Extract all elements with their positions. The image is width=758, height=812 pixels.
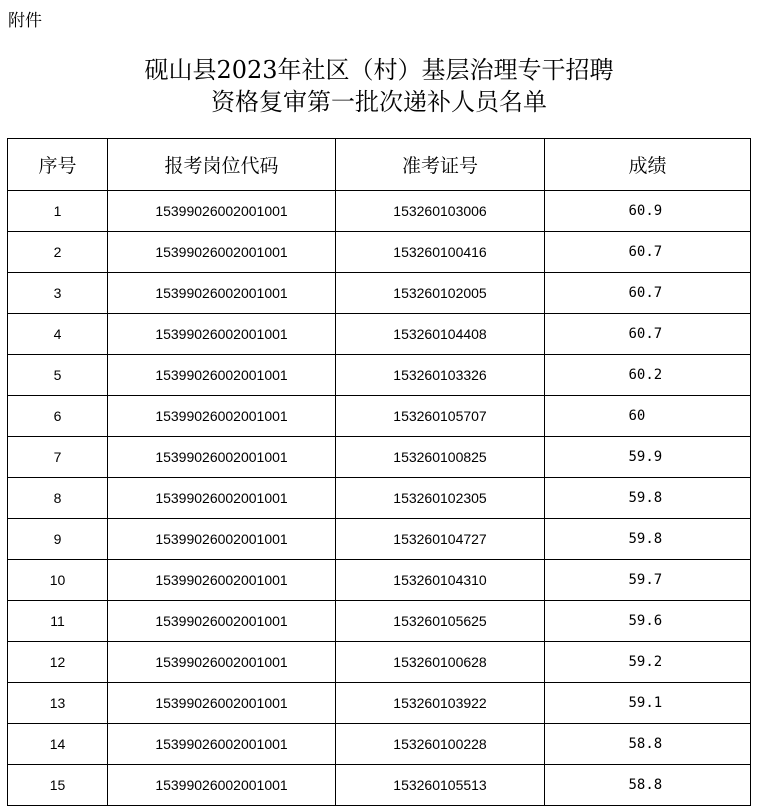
cell-post-code: 15399026002001001	[108, 683, 336, 724]
cell-score	[545, 191, 751, 232]
cell-post-code: 15399026002001001	[108, 314, 336, 355]
cell-post-code: 15399026002001001	[108, 765, 336, 806]
cell-score	[545, 683, 751, 724]
cell-seq: 14	[8, 724, 108, 765]
table-row	[8, 396, 751, 437]
cell-score	[545, 478, 751, 519]
cell-exam-number: 153260104727	[336, 519, 545, 560]
score-value: 60.7	[628, 285, 663, 301]
cell-exam-number: 153260103326	[336, 355, 545, 396]
cell-score	[545, 519, 751, 560]
cell-exam-number: 153260103922	[336, 683, 545, 724]
score-value: 60.9	[628, 203, 663, 219]
cell-seq: 3	[8, 273, 108, 314]
table-row	[8, 519, 751, 560]
document-title-line-1: 砚山县2023年社区（村）基层治理专干招聘	[144, 56, 614, 84]
cell-score	[545, 396, 751, 437]
cell-exam-number: 153260105513	[336, 765, 545, 806]
score-value: 59.6	[628, 613, 663, 629]
cell-post-code: 15399026002001001	[108, 232, 336, 273]
cell-score	[545, 560, 751, 601]
cell-seq: 1	[8, 191, 108, 232]
cell-seq: 6	[8, 396, 108, 437]
cell-seq: 10	[8, 560, 108, 601]
table-row	[8, 642, 751, 683]
cell-exam-number: 153260104310	[336, 560, 545, 601]
cell-exam-number: 153260105625	[336, 601, 545, 642]
cell-score	[545, 232, 751, 273]
table-row	[8, 273, 751, 314]
cell-seq: 15	[8, 765, 108, 806]
table-row	[8, 232, 751, 273]
cell-exam-number: 153260104408	[336, 314, 545, 355]
cell-exam-number: 153260102305	[336, 478, 545, 519]
cell-score	[545, 765, 751, 806]
cell-score	[545, 642, 751, 683]
cell-post-code: 15399026002001001	[108, 478, 336, 519]
table-row	[8, 191, 751, 232]
cell-post-code: 15399026002001001	[108, 273, 336, 314]
cell-seq: 2	[8, 232, 108, 273]
cell-post-code: 15399026002001001	[108, 519, 336, 560]
table-row	[8, 724, 751, 765]
table-row	[8, 601, 751, 642]
cell-exam-number: 153260103006	[336, 191, 545, 232]
cell-post-code: 15399026002001001	[108, 191, 336, 232]
cell-exam-number: 153260105707	[336, 396, 545, 437]
score-value: 59.8	[628, 531, 663, 547]
score-value: 59.2	[628, 654, 663, 670]
cell-post-code: 15399026002001001	[108, 724, 336, 765]
cell-post-code: 15399026002001001	[108, 560, 336, 601]
cell-exam-number: 153260100825	[336, 437, 545, 478]
score-value: 60.7	[628, 326, 663, 342]
cell-post-code: 15399026002001001	[108, 355, 336, 396]
score-value: 58.8	[628, 736, 663, 752]
cell-seq: 4	[8, 314, 108, 355]
score-value: 59.8	[628, 490, 663, 506]
cell-score	[545, 437, 751, 478]
header-post-code: 报考岗位代码	[108, 139, 336, 191]
cell-seq: 11	[8, 601, 108, 642]
cell-seq: 5	[8, 355, 108, 396]
header-seq: 序号	[8, 139, 108, 191]
table-row	[8, 314, 751, 355]
score-value: 58.8	[628, 777, 663, 793]
header-exam-number: 准考证号	[336, 139, 545, 191]
score-value: 59.1	[628, 695, 663, 711]
cell-post-code: 15399026002001001	[108, 437, 336, 478]
score-value: 59.9	[628, 449, 663, 465]
document-title-line-2: 资格复审第一批次递补人员名单	[211, 88, 547, 116]
header-score: 成绩	[545, 139, 751, 191]
table-row	[8, 478, 751, 519]
table-row	[8, 683, 751, 724]
cell-score	[545, 314, 751, 355]
cell-score	[545, 601, 751, 642]
cell-post-code: 15399026002001001	[108, 642, 336, 683]
cell-seq: 8	[8, 478, 108, 519]
score-value: 60	[628, 408, 646, 424]
table-row	[8, 560, 751, 601]
candidate-roster-table	[7, 138, 751, 806]
cell-seq: 9	[8, 519, 108, 560]
table-header-row	[8, 139, 751, 191]
cell-post-code: 15399026002001001	[108, 396, 336, 437]
cell-score	[545, 724, 751, 765]
cell-exam-number: 153260102005	[336, 273, 545, 314]
cell-seq: 13	[8, 683, 108, 724]
score-value: 60.7	[628, 244, 663, 260]
table-row	[8, 765, 751, 806]
cell-exam-number: 153260100228	[336, 724, 545, 765]
score-value: 60.2	[628, 367, 663, 383]
table-row	[8, 355, 751, 396]
cell-exam-number: 153260100628	[336, 642, 545, 683]
cell-seq: 12	[8, 642, 108, 683]
table-row	[8, 437, 751, 478]
cell-seq: 7	[8, 437, 108, 478]
cell-exam-number: 153260100416	[336, 232, 545, 273]
cell-score	[545, 355, 751, 396]
attachment-label: 附件	[8, 11, 42, 31]
cell-score	[545, 273, 751, 314]
score-value: 59.7	[628, 572, 663, 588]
cell-post-code: 15399026002001001	[108, 601, 336, 642]
